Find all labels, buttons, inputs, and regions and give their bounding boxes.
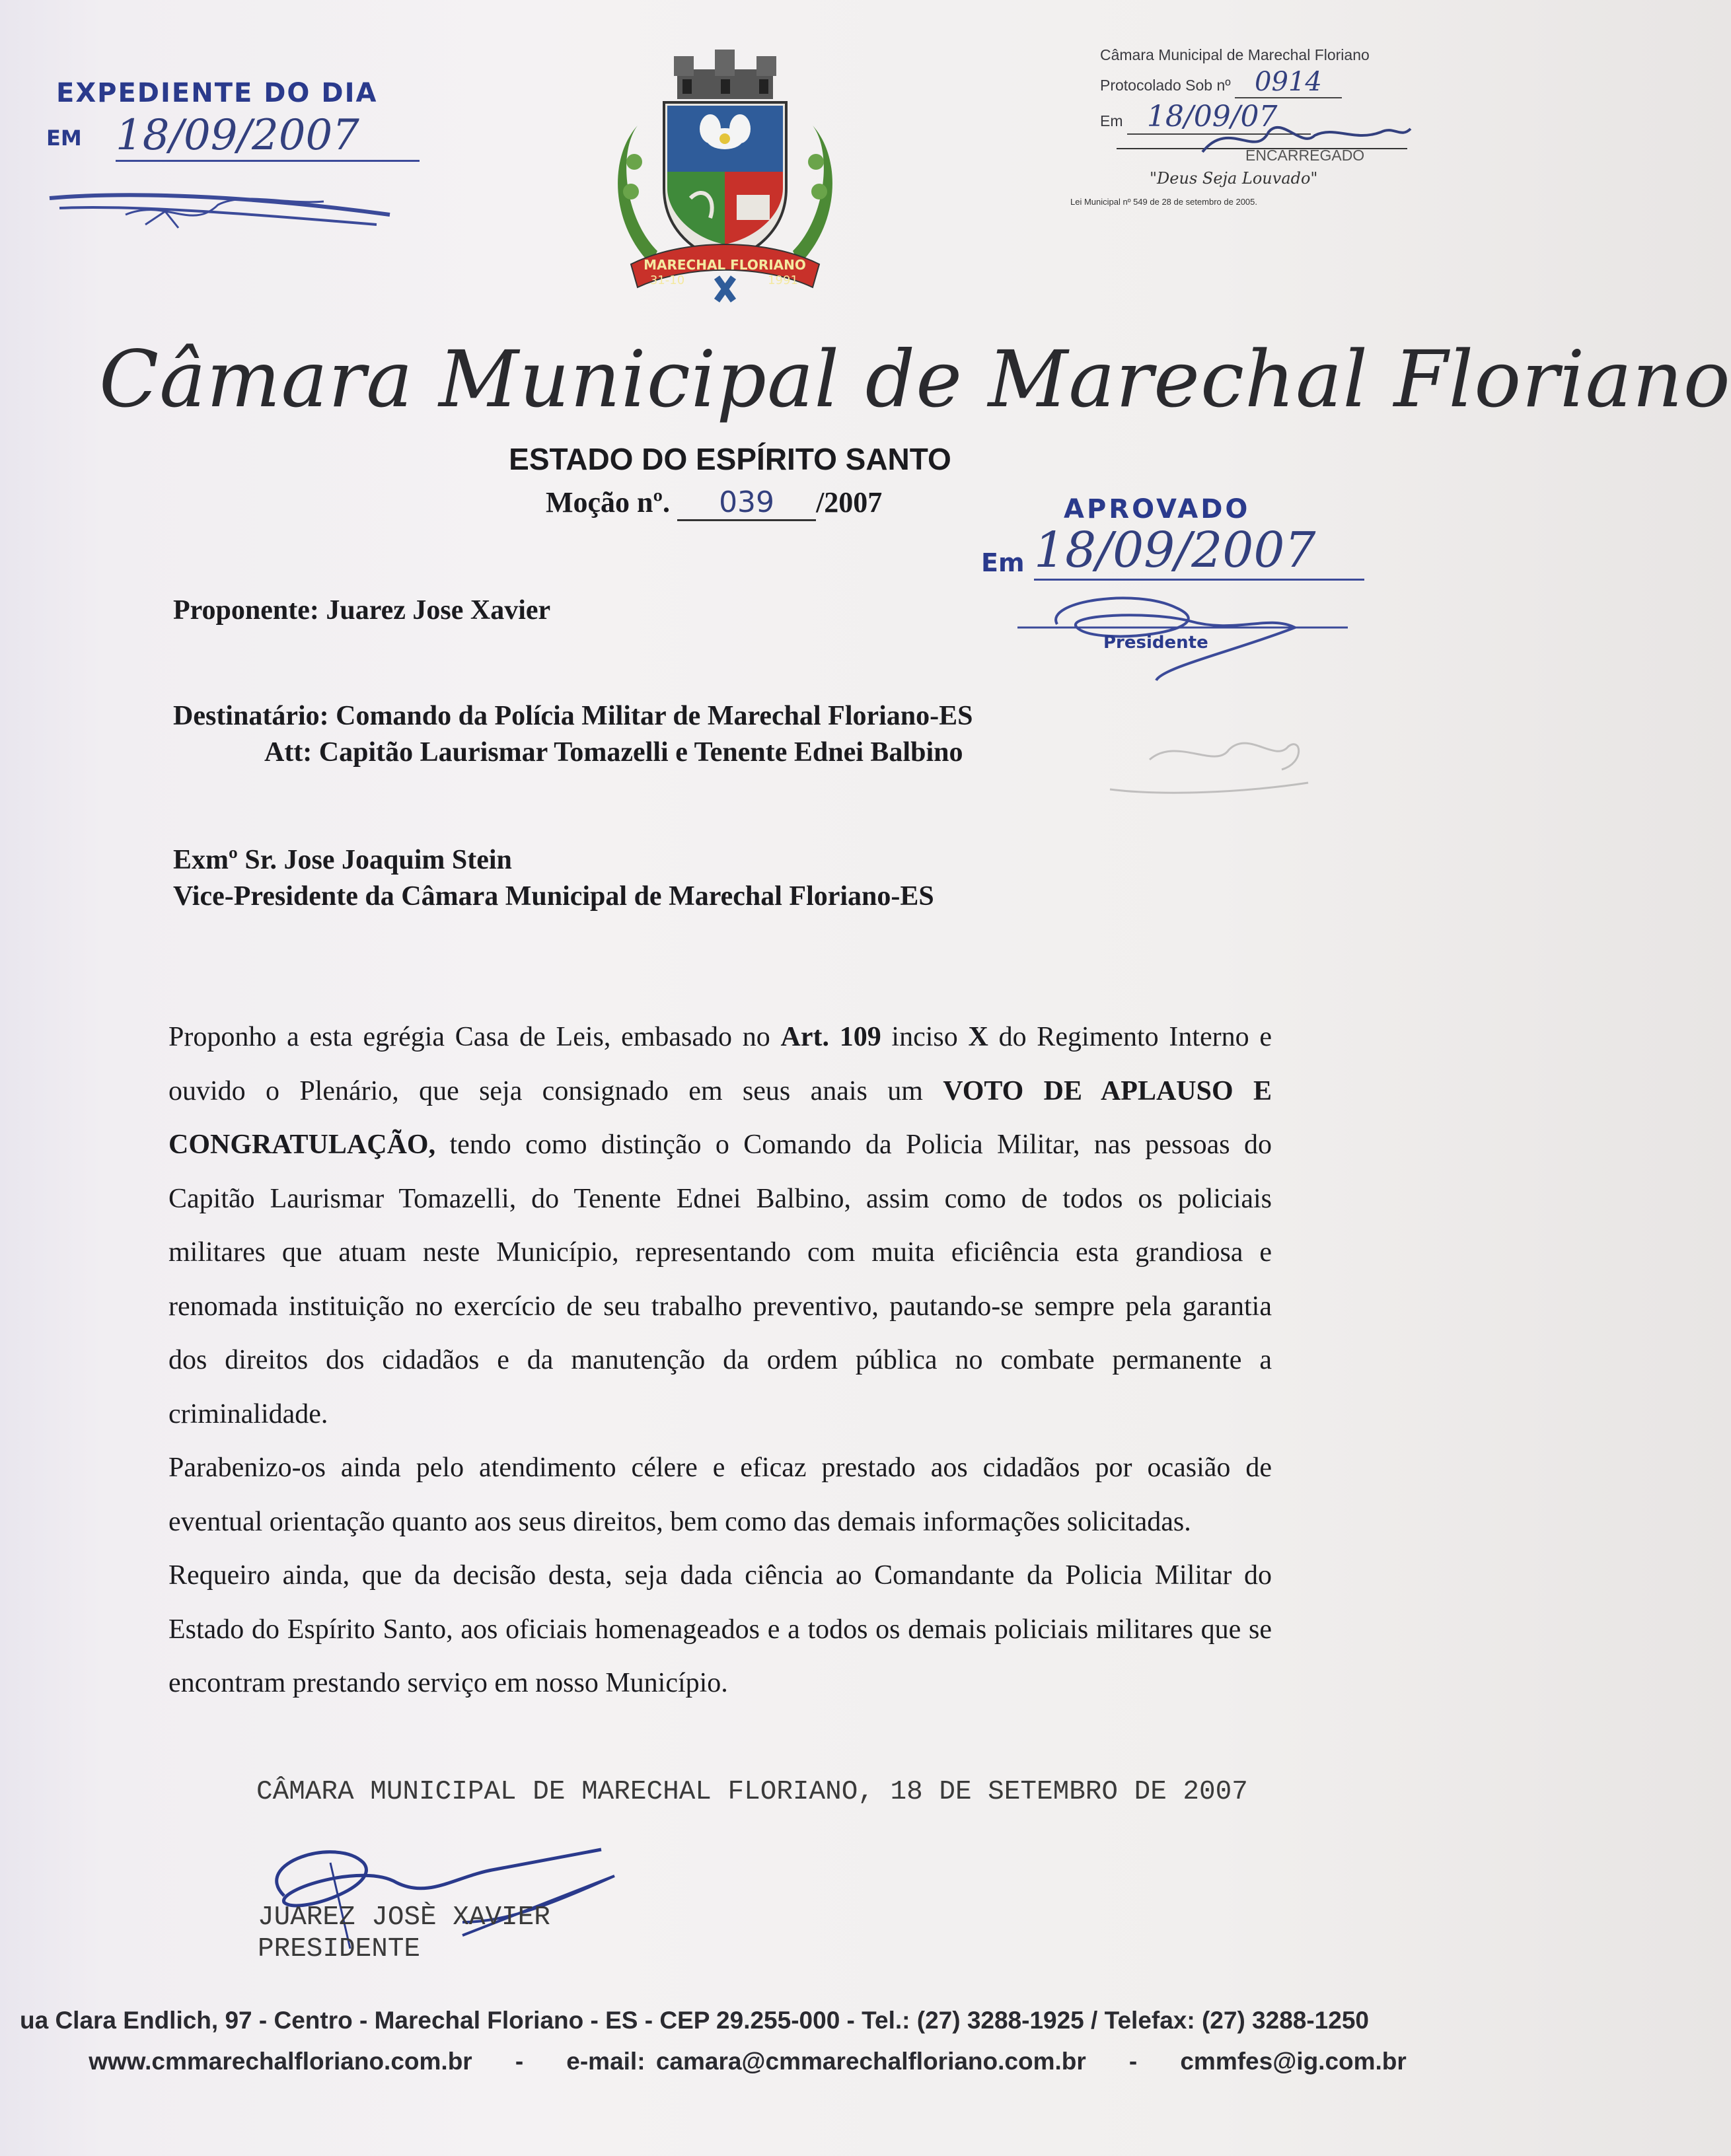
footer-email-2[interactable]: cmmfes@ig.com.br — [1180, 2048, 1407, 2075]
protocol-em: Em — [1100, 112, 1123, 129]
protocol-line1: Câmara Municipal de Marechal Floriano — [1100, 46, 1370, 63]
mocao-label: Moção nº. — [546, 486, 671, 519]
footer-separator: - — [1128, 2048, 1138, 2075]
aprovado-presidente: Presidente — [1103, 633, 1208, 653]
page-title: Câmara Municipal de Marechal Floriano — [99, 334, 1731, 425]
article-ref: Art. 109 — [780, 1022, 881, 1052]
body-paragraph-2: Parabenizo-os ainda pelo atendimento célere e eficaz prestado aos cidadãos por ocasião de eventual orientação quanto aos seus direitos, bem como das demais informações solicitadas. — [168, 1453, 1272, 1537]
mocao-number: 039 — [677, 485, 816, 521]
signatory-role: PRESIDENTE — [258, 1934, 421, 1964]
protocol-law: Lei Municipal nº 549 de 28 de setembro de 2005. — [1070, 197, 1257, 207]
aprovado-date: 18/09/2007 — [1034, 522, 1364, 581]
protocol-label: Protocolado Sob nº — [1100, 77, 1231, 94]
place-date: CÂMARA MUNICIPAL DE MARECHAL FLORIANO, 18 DE SETEMBRO DE 2007 — [256, 1777, 1248, 1807]
crest-date-left: 31-10 — [649, 273, 685, 287]
destinatario-line2: Att: Capitão Laurismar Tomazelli e Tenente Ednei Balbino — [264, 737, 963, 768]
footer-email[interactable]: e-mail: camara@cmmarechalfloriano.com.br — [566, 2048, 1086, 2075]
protocol-encarregado: ENCARREGADO — [1245, 147, 1365, 164]
crown-icon — [674, 50, 776, 99]
addressee-line1: Exmº Sr. Jose Joaquim Stein — [173, 845, 512, 875]
footer-contacts — [0, 2048, 1495, 2075]
voto-title: VOTO DE APLAUSO E CONGRATULAÇÃO, — [168, 1075, 1272, 1160]
mocao-year: /2007 — [816, 486, 883, 519]
body-text — [168, 1011, 1272, 1711]
footer-website[interactable]: www.cmmarechalfloriano.com.br — [89, 2048, 472, 2075]
crest-date-right: 1991 — [768, 273, 798, 287]
faint-signature-icon — [1097, 723, 1315, 803]
aprovado-em: Em — [981, 548, 1025, 577]
destinatario-line1: Destinatário: Comando da Polícia Militar de Marechal Floriano-ES — [173, 701, 973, 731]
protocol-date: 18/09/07 — [1127, 100, 1311, 135]
protocol-line2 — [1100, 67, 1444, 97]
aprovado-label: APROVADO — [1064, 494, 1251, 524]
protocol-number: 0914 — [1235, 67, 1342, 98]
protocol-motto: "Deus Seja Louvado" — [1150, 169, 1318, 188]
crest-ribbon: MARECHAL FLORIANO — [644, 257, 806, 273]
expediente-signature-icon — [46, 178, 396, 238]
signatory-name: JUAREZ JOSÈ XAVIER — [258, 1902, 550, 1933]
footer-address: ua Clara Endlich, 97 - Centro - Marechal Floriano - ES - CEP 29.255-000 - Tel.: (27) 3288-1925 / Telefax: (27) 3288-1250 — [20, 2007, 1369, 2034]
footer-separator: - — [515, 2048, 524, 2075]
municipal-crest — [611, 46, 839, 304]
inciso-ref: X — [968, 1022, 988, 1052]
expediente-date: 18/09/2007 — [116, 111, 420, 162]
body-paragraph-3: Requeiro ainda, que da decisão desta, seja dada ciência ao Comandante da Policia Militar do Estado do Espírito Santo, aos oficiais homenageados e a todos os demais policiais militares que se encontram prestando serviço em nosso Município. — [168, 1560, 1272, 1698]
expediente-em: EM — [46, 126, 82, 151]
body-paragraph-1: Proponho a esta egrégia Casa de Leis, embasado no Art. 109 inciso X do Regimento Interno e ouvido o Plenário, que seja consignado em seus anais um VOTO DE APLAUSO E CONGRATULAÇÃO, tendo como distinção o Comando da Policia Militar, nas pessoas do Capitão Laurismar Tomazelli, do Tenente Ednei Balbino, assim como de todos os policiais militares que atuam neste Município, representando com muita eficiência esta grandiosa e renomada instituição no exercício de seu trabalho preventivo, pautando-se sempre pela garantia dos direitos dos cidadãos e da manutenção da ordem pública no combate permanente a criminalidade. — [168, 1022, 1272, 1429]
expediente-label: EXPEDIENTE DO DIA — [56, 78, 378, 108]
expediente-stamp — [56, 78, 377, 108]
mocao-line — [546, 485, 882, 521]
proponente: Proponente: Juarez Jose Xavier — [173, 595, 551, 626]
addressee-line2: Vice-Presidente da Câmara Municipal de Marechal Floriano-ES — [173, 881, 934, 912]
state-heading: ESTADO DO ESPÍRITO SANTO — [509, 442, 951, 476]
